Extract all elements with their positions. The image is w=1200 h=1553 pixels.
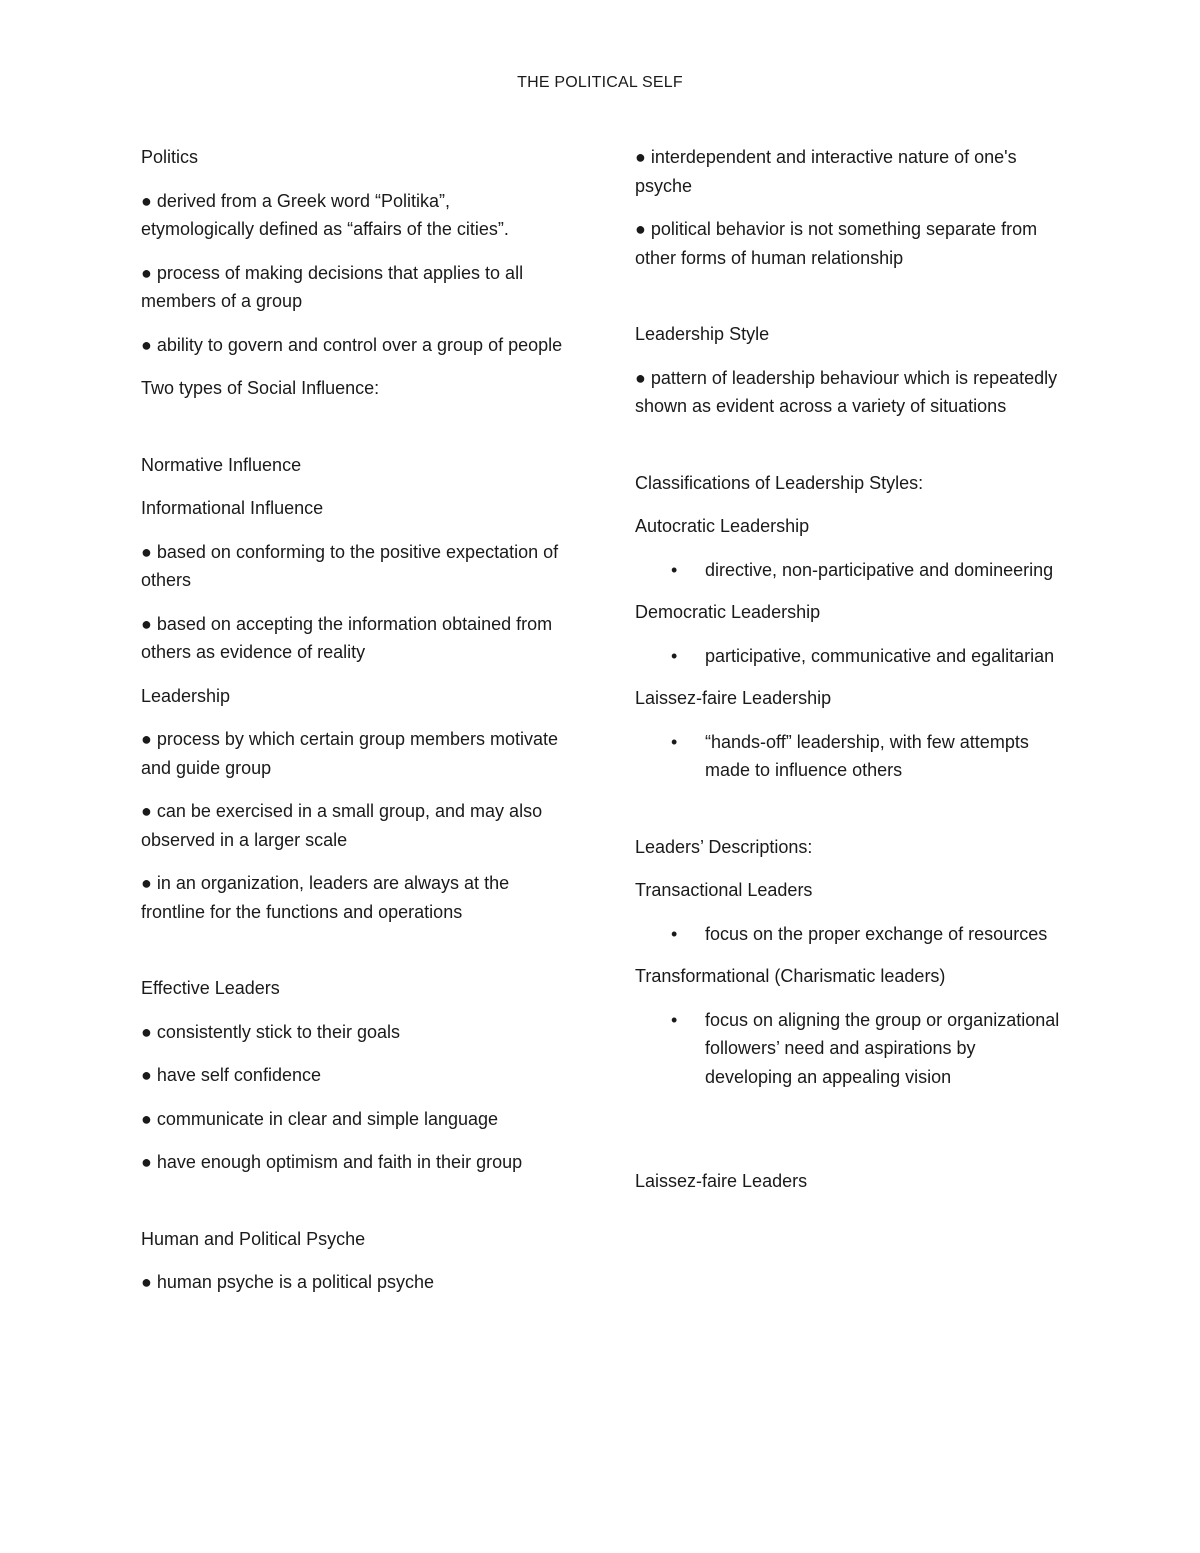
- leadership-heading: Leadership: [141, 685, 231, 706]
- effective-bullet-4: ● have enough optimism and faith in their group: [141, 1152, 523, 1172]
- laissez-faire-list: [635, 728, 1060, 785]
- laissez-faire-description: “hands-off” leadership, with few attempts made to influence others: [705, 731, 1029, 780]
- transactional-description: focus on the proper exchange of resources: [705, 923, 1048, 944]
- list-item: [635, 728, 1060, 785]
- leadership-bullet-1: ● process by which certain group members motivate and guide group: [141, 729, 559, 778]
- effective-bullet-3: ● communicate in clear and simple language: [141, 1108, 499, 1129]
- politics-heading: Politics: [141, 147, 199, 167]
- transformational-list: [635, 1006, 1060, 1092]
- politics-bullet-2: ● process of making decisions that applies to all members of a group: [141, 262, 524, 311]
- leadership-style-bullet: ● pattern of leadership behaviour which is repeatedly shown as evident across a variety of situations: [635, 367, 1058, 416]
- politics-bullet-3: ● ability to govern and control over a group of people: [141, 334, 563, 355]
- influence-bullet-1: ● based on conforming to the positive expectation of others: [141, 541, 559, 590]
- autocratic-description: directive, non-participative and domineering: [705, 559, 1054, 580]
- politics-bullet-1: ● derived from a Greek word “Politika”, etymologically defined as “affairs of the cities”.: [141, 190, 509, 239]
- list-item: [635, 556, 1060, 585]
- bullet-icon: •: [671, 559, 678, 580]
- effective-bullet-1: ● consistently stick to their goals: [141, 1021, 400, 1042]
- autocratic-heading: Autocratic Leadership: [635, 516, 810, 536]
- leadership-bullet-2: ● can be exercised in a small group, and may also observed in a larger scale: [141, 801, 543, 850]
- democratic-description: participative, communicative and egalitarian: [705, 645, 1055, 666]
- bullet-icon: •: [671, 645, 678, 666]
- bullet-icon: •: [671, 1009, 678, 1030]
- list-item: [635, 1006, 1060, 1092]
- effective-leaders-heading: Effective Leaders: [141, 978, 280, 998]
- normative-influence-heading: Normative Influence: [141, 454, 302, 475]
- leadership-style-heading: Leadership Style: [635, 324, 770, 344]
- transactional-list: [635, 920, 1060, 949]
- influence-bullet-2: ● based on accepting the information obtained from others as evidence of reality: [141, 613, 553, 662]
- left-column: [141, 143, 566, 1312]
- right-column: [635, 143, 1060, 1211]
- bullet-icon: •: [671, 923, 678, 944]
- social-influence-heading: Two types of Social Influence:: [141, 378, 380, 398]
- psyche-heading: Human and Political Psyche: [141, 1228, 366, 1249]
- descriptions-heading: Leaders’ Descriptions:: [635, 836, 813, 857]
- page-title: THE POLITICAL SELF: [517, 74, 683, 91]
- laissez-faire-leaders-heading: Laissez-faire Leaders: [635, 1171, 808, 1191]
- democratic-list: [635, 642, 1060, 671]
- informational-influence-heading: Informational Influence: [141, 498, 324, 518]
- transactional-heading: Transactional Leaders: [635, 880, 813, 900]
- bullet-icon: •: [671, 731, 678, 752]
- democratic-heading: Democratic Leadership: [635, 602, 821, 622]
- list-item: [635, 642, 1060, 671]
- psyche-bullet-2: ● interdependent and interactive nature of one's psyche: [635, 147, 1017, 196]
- transformational-heading: Transformational (Charismatic leaders): [635, 966, 946, 986]
- leadership-bullet-3: ● in an organization, leaders are always at the frontline for the functions and operations: [141, 873, 510, 922]
- list-item: [635, 920, 1060, 949]
- psyche-bullet-1: ● human psyche is a political psyche: [141, 1272, 435, 1292]
- transformational-description: focus on aligning the group or organizational followers’ need and aspirations by developing an appealing vision: [705, 1009, 1060, 1087]
- laissez-faire-leadership-heading: Laissez-faire Leadership: [635, 688, 832, 708]
- psyche-bullet-3: ● political behavior is not something separate from other forms of human relationship: [635, 219, 1038, 268]
- effective-bullet-2: ● have self confidence: [141, 1065, 321, 1085]
- autocratic-list: [635, 556, 1060, 585]
- classifications-heading: Classifications of Leadership Styles:: [635, 472, 924, 493]
